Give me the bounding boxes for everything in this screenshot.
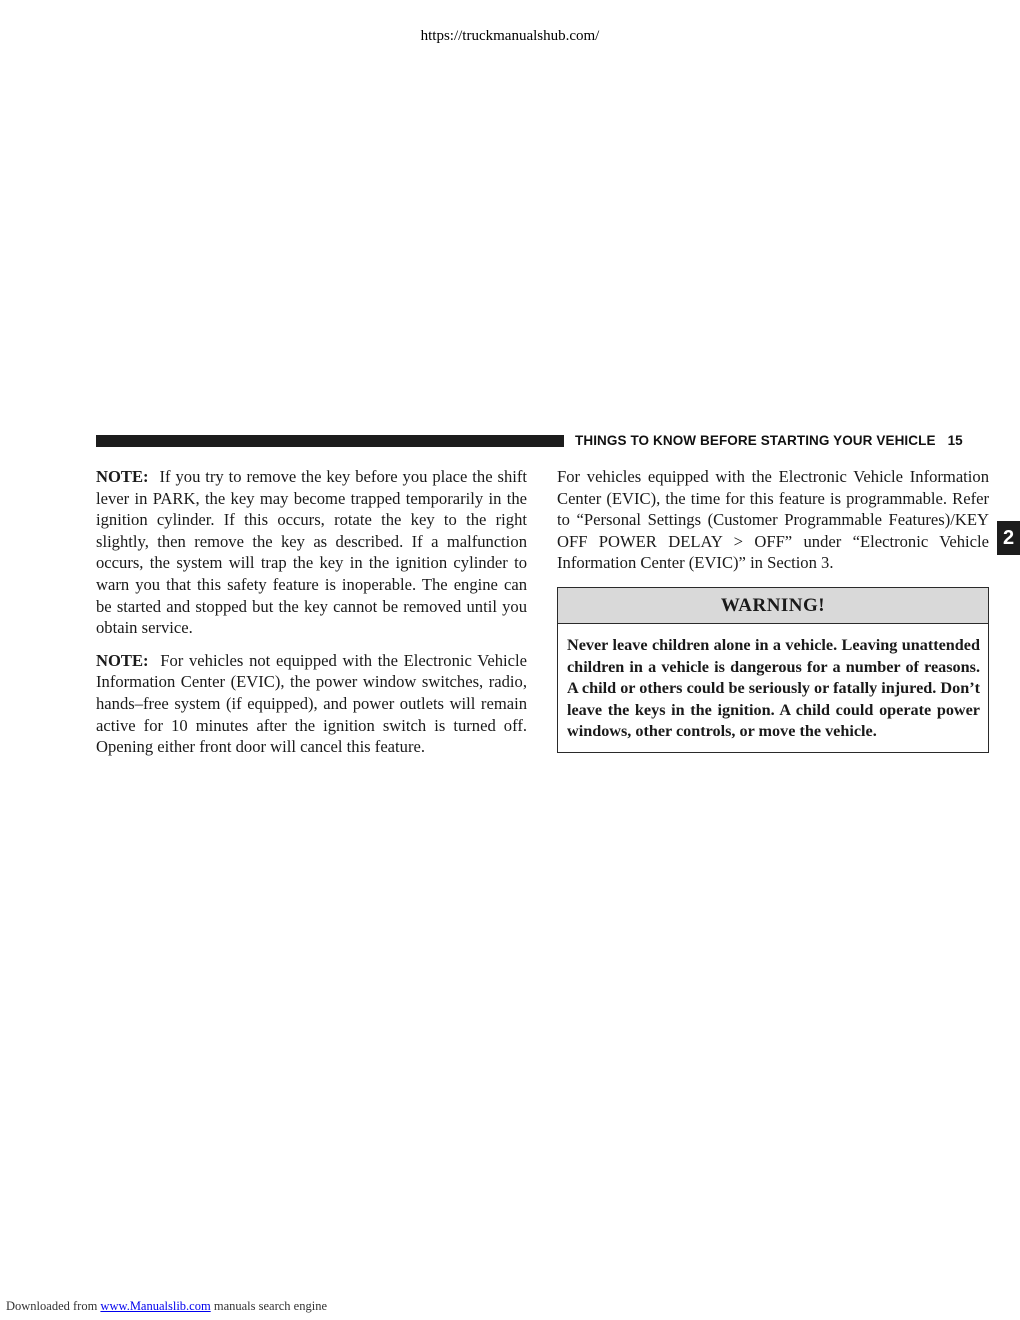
warning-box (557, 587, 989, 753)
note-label: NOTE: (96, 467, 149, 486)
section-title: THINGS TO KNOW BEFORE STARTING YOUR VEHICLE (575, 433, 936, 448)
footer (6, 1299, 327, 1314)
note-paragraph-2 (96, 650, 527, 758)
header-rule (96, 435, 564, 447)
running-head (575, 433, 989, 448)
manualslib-link[interactable]: www.Manualslib.com (100, 1299, 211, 1313)
warning-title: WARNING! (558, 588, 988, 624)
note-paragraph-1 (96, 466, 527, 639)
note-text: For vehicles not equipped with the Electronic Vehicle Information Center (EVIC), the power window switches, radio, hands–free system (if equipped), and power outlets will remain active for 10 minutes after the ignition switch is turned off. Opening either front door will cancel this feature. (96, 650, 527, 757)
note-label: NOTE: (96, 650, 149, 670)
page-number: 15 (947, 433, 963, 448)
section-tab: 2 (997, 521, 1020, 555)
footer-prefix: Downloaded from (6, 1299, 98, 1313)
left-column (96, 466, 527, 769)
warning-text: Never leave children alone in a vehicle. Leaving unattended children in a vehicle is dangerous for a number of reasons. A child or others could be seriously or fatally injured. Don’t leave the keys in the ignition. A child could operate power windows, other controls, or move the vehicle. (567, 635, 980, 741)
note-text: If you try to remove the key before you place the shift lever in PARK, the key may become trapped temporarily in the ignition cylinder. If this occurs, rotate the key to the right slightly, then remove the key as described. If a malfunction occurs, the system will trap the key in the ignition cylinder to warn you that this safety feature is inoperable. The engine can be started and stopped but the key cannot be removed until you obtain service. (96, 467, 527, 638)
footer-suffix: manuals search engine (213, 1299, 327, 1313)
evic-paragraph: For vehicles equipped with the Electronic Vehicle Information Center (EVIC), the time for this feature is programmable. Refer to “Personal Settings (Customer Programmable Features)/KEY OFF POWER DELAY > OFF” under “Electronic Vehicle Information Center (EVIC)” in Section 3. (557, 467, 989, 573)
right-column (557, 466, 989, 753)
top-url: https://truckmanualshub.com/ (420, 28, 600, 44)
